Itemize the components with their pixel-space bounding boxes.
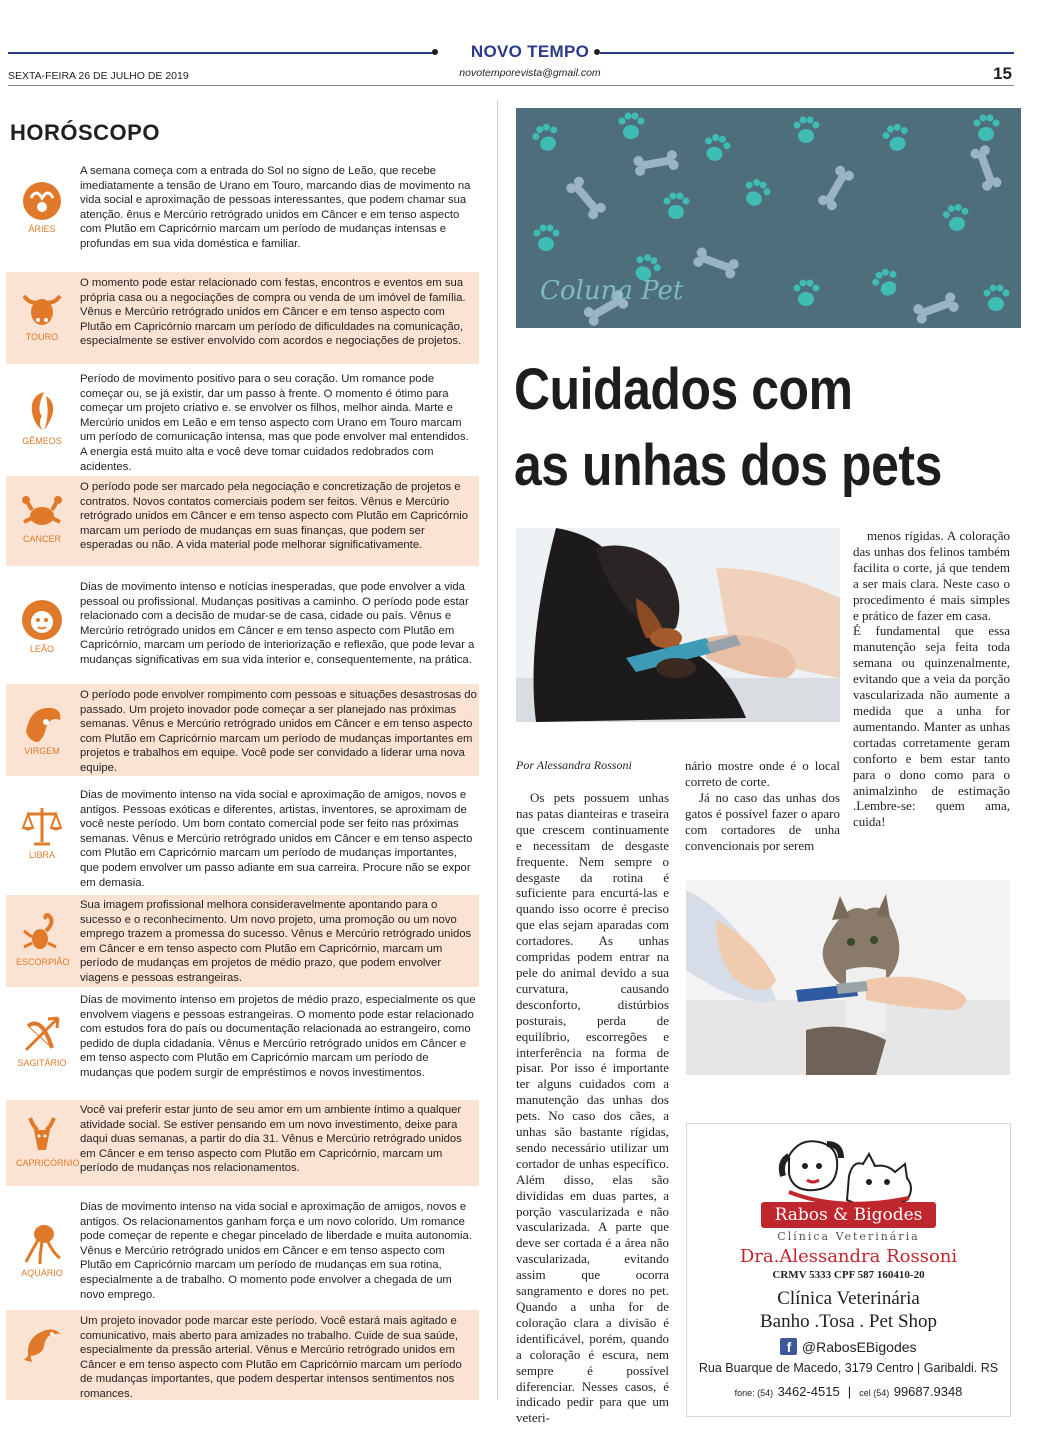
sign-icon-box	[16, 1114, 80, 1168]
aries-ram-icon	[21, 180, 63, 222]
article-column-3	[853, 528, 1010, 830]
cat-nail-trim-photo	[686, 880, 1010, 1075]
sign-text: Dias de movimento intenso na vida social e aproximação de amigos, novos e antigos. Pessoas exóticas e diferentes, artistas, inventores, se aproximam de você neste período. Um bom contato comercial pode ser feito nas próximas semanas. Vênus e Mercúrio retrógrado unidos em Câncer e em tenso aspecto com Plutão em Capricórnio marcam um período de mudanças importantes, que podem envolver um passo adiante em sua carreira. Procure não se expor em demasia.	[80, 789, 473, 889]
sign-text: Dias de movimento intenso em projetos de médio prazo, especialmente os que envolvem viagens e pessoas estrangeiras. O momento pode estar relacionado com estudos fora do país ou documentação relacionada ao estrangeiro, como pedido de dupla cidadania. Vênus e Mercúrio retrógrado unidos em Câncer e em tenso aspecto com Plutão em Capricórnio marcam um período de mudanças que podem surgir de empréstimos e novos investimentos.	[80, 994, 476, 1079]
doctor-credentials: CRMV 5333 CPF 587 160410-20	[772, 1269, 925, 1281]
sign-icon-box	[16, 492, 68, 544]
clinic-advertisement	[686, 1123, 1011, 1417]
cancer-crab-icon	[20, 492, 64, 532]
clinic-address: Rua Buarque de Macedo, 3179 Centro | Garibaldi. RS	[698, 1361, 999, 1375]
cat-photo-illustration	[686, 880, 1010, 1075]
leo-lion-icon	[20, 598, 64, 642]
clinic-brand-name: Rabos & Bigodes	[761, 1202, 937, 1228]
scorpio-scorpion-icon	[20, 911, 64, 955]
headline-line-1: Cuidados com	[514, 357, 853, 422]
sign-text: Dias de movimento intenso e notícias inesperadas, que pode envolver a vida pessoal ou profissional. Mudanças positivas a caminho. O período pode estar relacionado com a decisão de mudar-se de casa, cidade ou país. Vênus e Mercúrio retrógrado unidos em Câncer e em tenso aspecto com Plutão em Capricórnio, marcam um período de interiorização e reflexão, que pode levar a mudanças significativas em sua vida interior e, consequentemente, na prática.	[80, 581, 475, 666]
facebook-icon: f	[780, 1338, 797, 1355]
sign-text: O momento pode estar relacionado com festas, encontros e eventos em sua própria casa ou a negociações de compra ou venda de um imóvel de família. Vênus e Mercúrio retrógrado unidos em Câncer e em tenso aspecto com Plutão em Capricórnio marcam um período de dificuldades na comunicação, especialmente se estiver envolvido com acordos e negociações de projetos.	[80, 277, 466, 348]
sign-name: LEÃO	[29, 644, 54, 654]
article-paragraph: menos rígidas. A coloração das unhas dos felinos também facilita o corte, já que tendem a ser mais clara. Neste caso o procedimento é mais simples e prático de fazer em casa.	[853, 528, 1010, 623]
sign-aries	[6, 160, 479, 268]
contact-email: novotemporevista@gmail.com	[459, 67, 601, 79]
header-rule-left	[8, 52, 434, 54]
doctor-name: Dra.Alessandra Rossoni	[739, 1246, 958, 1267]
header-rule-right	[600, 52, 1014, 54]
sign-icon-box	[16, 180, 68, 234]
article-paragraph: Os pets possuem unhas nas patas dianteiras e traseira que crescem continuamente e necessitam de desgaste frequente. Nem sempre o desgaste da rotina é suficiente para encurtá-las e quando isso ocorre é preciso que elas sejam aparadas com cortadores. As unhas compridas podem entrar na pele do animal devido a sua curvatura, causando desconforto, distúrbios posturais, perda de equilíbrio, escorregões e interferência na forma de pisar. Por isso é importante ter alguns cuidados com a manutenção das unhas dos pets. No caso dos cães, a unhas são bastante rígidas, sendo necessário utilizar um cortador de unhas específico. Além disso, elas são divididas em duas partes, a porção vascularizada e não vascularizada. A parte que deve ser cortada é a área não vascularizada, evitando assim que ocorra sangramento e dores no pet. Quando a unha for de coloração clara a divisão é identificável, porém, quando a coloração é escura, nem sempre é possível diferenciar. Nesses casos, é indicado pedir para que um veteri-	[516, 790, 669, 1426]
sign-text: A semana começa com a entrada do Sol no signo de Leão, que recebe imediatamente a tensão de Urano em Touro, marcando dias de movimento na vida social e aproximação de pessoas interessantes, que podem chamar sua atenção. ênus e Mercúrio retrógrado unidos em Câncer e em tenso aspecto com Plutão em Capricórnio marcam um período de mudanças intensas e profundas em sua vida doméstica e familiar.	[80, 165, 471, 250]
sign-text: Período de movimento positivo para o seu coração. Um romance pode começar ou, se já existir, dar um passo à frente. O momento é ótimo para começar um projeto criativo e. se envolver os filhos, melhor ainda. Marte e Mercúrio unidos em Leão e em tenso aspecto com Urano em Touro marcam um período de comunicação intensa, mas que pode envolver mal entendidos. A energia está muito alta e você deve tomar cuidados redobrados com acidentes.	[80, 373, 469, 473]
phone-separator: |	[844, 1384, 855, 1399]
cell-number[interactable]: 99687.9348	[893, 1384, 963, 1399]
masthead-brand: NOVO TEMPO	[470, 42, 590, 61]
sign-icon-box	[16, 598, 68, 654]
header-bullet-left	[432, 49, 438, 55]
sign-name: CAPRICÓRNIO	[16, 1158, 80, 1168]
dog-photo-illustration	[516, 528, 840, 722]
sign-text: Um projeto inovador pode marcar este período. Você estará mais agitado e comunicativo, mais aberto para amizades no trabalho. Cuide de sua saúde, especialmente da pressão arterial. Vênus e Mercúrio retrógrado unidos em Câncer e em tenso aspecto com Plutão em Capricórnio marcam um período de mudanças importantes, que podem despertar intensos sentimentos nos romances.	[80, 1315, 462, 1400]
sign-text: O período pode ser marcado pela negociação e concretização de projetos e contratos. Novos contatos comerciais podem ser feitos. Vênus e Mercúrio retrógrado unidos em Câncer e em tenso aspecto com Plutão em Capricórnio marcam um período de mudanças em suas finanças, que podem ser esperadas ou não. A vida material pode melhorar significativamente.	[80, 481, 469, 552]
coluna-pet-banner	[516, 108, 1021, 328]
sagittarius-bow-icon	[20, 1012, 64, 1056]
clinic-line-2: Banho .Tosa . Pet Shop	[759, 1311, 938, 1332]
sign-gemini	[6, 370, 479, 473]
sign-icon-box	[16, 388, 68, 446]
clinic-line-1: Clínica Veterinária	[777, 1288, 920, 1309]
capricorn-goat-icon	[20, 1114, 64, 1156]
sign-capricorn	[6, 1100, 479, 1186]
article-byline: Por Alessandra Rossoni	[516, 758, 632, 772]
sign-icon-box	[16, 1220, 68, 1278]
sign-leo	[6, 576, 479, 680]
article-paragraph: nário mostre onde é o local correto de corte.	[685, 758, 840, 789]
sign-pisces	[6, 1310, 479, 1400]
headline-line-2: as unhas dos pets	[514, 433, 942, 498]
sign-icon-box	[16, 1012, 68, 1068]
sign-icon-box	[16, 804, 68, 860]
page-number: 15	[993, 64, 1012, 83]
sign-sagittarius	[6, 990, 479, 1090]
horoscope-title: HORÓSCOPO	[10, 120, 160, 145]
sign-icon-box	[16, 290, 68, 342]
sign-cancer	[6, 476, 479, 566]
sign-name: LIBRA	[28, 850, 55, 860]
article-headline	[514, 352, 948, 504]
sign-name: VIRGEM	[24, 746, 60, 756]
sign-name: ÁRIES	[28, 224, 56, 234]
sign-text: Sua imagem profissional melhora consideravelmente apontando para o sucesso e o reconhecimento. Um novo projeto, uma promoção ou um novo emprego trazem a promessa do sucesso. Vênus e Mercúrio retrógrado unidos em Câncer e em tenso aspecto com Plutão em Capricórnio, marcam um período de mudanças em projetos de médio prazo, que podem envolver viagens e pessoas estrangeiras.	[80, 899, 472, 984]
header-separator	[8, 85, 1014, 86]
sign-icon-box	[16, 911, 68, 967]
sign-taurus	[6, 272, 479, 364]
taurus-bull-icon	[20, 290, 64, 330]
phone-label: fone: (54)	[734, 1388, 774, 1398]
sign-virgo	[6, 684, 479, 776]
sign-name: GÊMEOS	[22, 436, 62, 446]
sign-name: ESCORPIÃO	[16, 957, 70, 967]
issue-date: SEXTA-FEIRA 26 DE JULHO DE 2019	[8, 70, 189, 82]
facebook-row	[687, 1338, 1010, 1356]
sign-scorpio	[6, 895, 479, 987]
gemini-faces-icon	[22, 388, 62, 434]
cell-label: cel (54)	[859, 1388, 890, 1398]
article-paragraph: Já no caso das unhas dos gatos é possível fazer o aparo com cortadores de unha convencionais por serem	[685, 789, 840, 853]
article-column-1	[516, 790, 669, 1426]
facebook-handle[interactable]: @RabosEBigodes	[801, 1338, 917, 1355]
sign-name: SAGITÁRIO	[17, 1058, 67, 1068]
sign-name: AQUÁRIO	[21, 1268, 63, 1278]
phone-number[interactable]: 3462-4515	[777, 1384, 840, 1399]
banner-title: Coluna Pet	[540, 276, 684, 306]
sign-name: TOURO	[25, 332, 59, 342]
sign-icon-box	[16, 1320, 68, 1370]
sign-text: Dias de movimento intenso na vida social e aproximação de amigos, novos e antigos. Os relacionamentos ganham força e um novo colorido. Um romance pode começar de repente e chegar pincelado de liberdade e muita autonomia. Vênus e Mercúrio retrógrado unidos em Câncer e em tenso aspecto com Plutão em Capricórnio marcam um período de mudanças em sua rotina, especialmente a de trabalho. O momento pode envolver a chegada de um novo emprego.	[80, 1201, 472, 1301]
article-column-2	[685, 758, 840, 853]
virgo-maiden-icon	[20, 702, 64, 744]
sign-icon-box	[16, 702, 68, 756]
sign-aquarius	[6, 1198, 479, 1304]
dog-nail-trim-photo	[516, 528, 840, 722]
pisces-fish-icon	[18, 1320, 66, 1368]
phone-row	[687, 1383, 1010, 1401]
article-paragraph: É fundamental que essa manutenção seja feita toda semana ou quinzenalmente, evitando que a veia da porção vascularizada não aumente a medida que a unha for aumentando. Manter as unhas cortadas corretamente geram conforto e bem estar tanto para o dono como para o animalzinho de estimação .Lembre-se: quem ama, cuida!	[853, 623, 1010, 830]
libra-scales-icon	[20, 804, 64, 848]
sign-libra	[6, 786, 479, 890]
clinic-subtitle: Clínica Veterinária	[777, 1230, 920, 1243]
dog-and-cat-logo	[769, 1136, 929, 1212]
sign-name: CANCER	[22, 534, 61, 544]
aquarius-water-icon	[20, 1220, 64, 1266]
logo-banner	[687, 1202, 1010, 1228]
column-divider	[497, 100, 498, 1400]
sign-text: Você vai preferir estar junto de seu amor em um ambiente íntimo a qualquer atividade social. Se estiver pensando em um novo investimento, deixe para daqui duas semanas, a partir do dia 31. Vênus e Mercúrio retrógrado unidos em Câncer e em tenso aspecto com Plutão em Capricórnio, marcam um período de mudanças nos relacionamentos.	[80, 1104, 462, 1175]
sign-text: O período pode envolver rompimento com pessoas e situações desastrosas do passado. Um projeto inovador pode começar a ser planejado nas próximas semanas. Vênus e Mercúrio retrógrado unidos em Câncer e em tenso aspecto com Plutão em Capricórnio marcam um período de mudanças importantes em projetos e trabalhos em equipe. Você pode ser convidado a liderar uma nova equipe.	[80, 689, 477, 774]
